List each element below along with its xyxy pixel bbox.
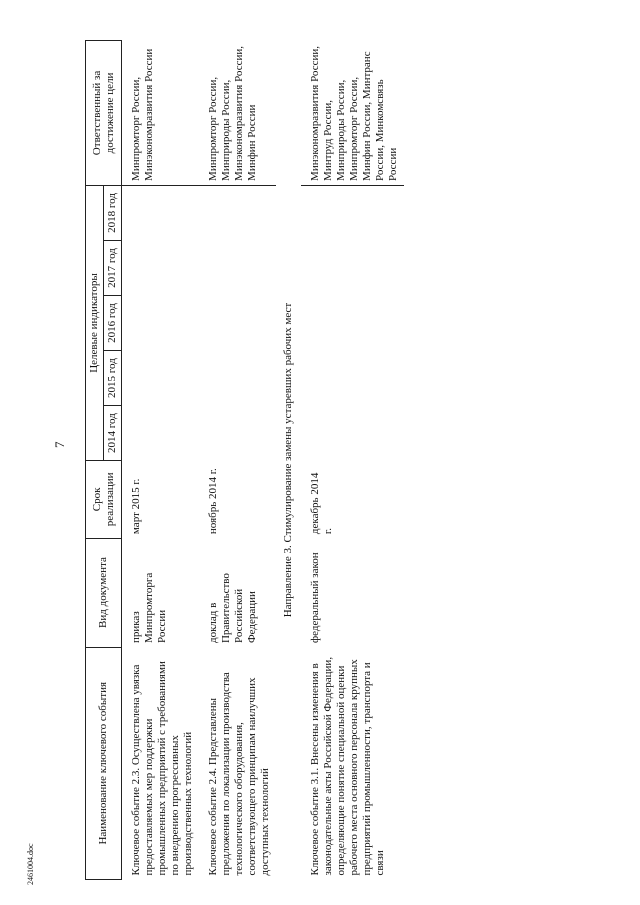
indicator-cell	[199, 240, 276, 295]
header-year-2015: 2015 год	[104, 351, 122, 406]
event-name-cell: Ключевое событие 3.1. Внесены изменения в законодательные акты Российской Федерации, определяющие понятие специальной оценки рабочего места основного персонала крупных предприятий промышленности, транспорта и связи	[309, 656, 386, 876]
header-year-2014: 2014 год	[104, 406, 122, 461]
indicator-cell	[199, 351, 276, 406]
table-row	[122, 41, 200, 880]
header-year-2018: 2018 год	[104, 185, 122, 240]
direction-row	[276, 41, 301, 880]
indicator-cell	[122, 240, 200, 295]
header-year-2016: 2016 год	[104, 296, 122, 351]
indicator-cell	[199, 185, 276, 240]
term-cell: март 2015 г.	[130, 478, 142, 535]
direction-heading: Направление 3. Стимулирование замены устаревших рабочих мест	[282, 302, 294, 618]
term-cell: декабрь 2014 г.	[309, 472, 334, 535]
header-year-2017: 2017 год	[104, 240, 122, 295]
document-type-cell: федеральный закон	[309, 552, 321, 644]
indicator-cell	[122, 406, 200, 461]
document-type-cell: приказ Минпромторга России	[130, 572, 168, 644]
indicator-cell	[199, 406, 276, 461]
rotated-table-container	[85, 40, 555, 880]
table-row	[301, 41, 404, 880]
indicator-cell	[301, 185, 404, 240]
header-responsible: Ответственный за достижение цели	[86, 41, 122, 186]
indicator-cell	[122, 351, 200, 406]
term-cell: ноябрь 2014 г.	[207, 468, 219, 535]
event-name-cell: Ключевое событие 2.3. Осуществлена увязка предоставляемых мер поддержки промышленных предприятий с требованиями по внедрению прогрессивных производственных технологий	[130, 661, 194, 876]
header-event-name: Наименование ключевого события	[86, 647, 122, 879]
responsible-cell: Минэкономразвития России, Минтруд России, Минприроды России, Минпромторг России, Минфин России, Минтранс России, Минкомсвязь России	[301, 41, 404, 186]
indicator-cell	[301, 351, 404, 406]
header-document-type: Вид документа	[86, 538, 122, 647]
page-number: 7	[52, 441, 67, 448]
header-term: Срок реализации	[86, 461, 122, 538]
responsible-cell: Минпромторг России, Минэкономразвития России	[122, 41, 200, 186]
key-events-table	[85, 40, 404, 880]
indicator-cell	[122, 296, 200, 351]
indicator-cell	[301, 296, 404, 351]
document-filename: 2461004.doc	[26, 843, 35, 885]
table-row	[199, 41, 276, 880]
indicator-cell	[301, 240, 404, 295]
event-name-cell: Ключевое событие 2.4. Представлены предложения по локализации производства технологического оборудования, соответствующего принципам наилучших доступных технологий	[207, 672, 271, 876]
indicator-cell	[122, 185, 200, 240]
indicator-cell	[199, 296, 276, 351]
responsible-cell: Минпромторг России, Минприроды России, Минэкономразвития России, Минфин России	[199, 41, 276, 186]
document-type-cell: доклад в Правительство Российской Федерации	[207, 573, 258, 644]
indicator-cell	[301, 406, 404, 461]
header-target-indicators: Целевые индикаторы	[86, 185, 104, 460]
